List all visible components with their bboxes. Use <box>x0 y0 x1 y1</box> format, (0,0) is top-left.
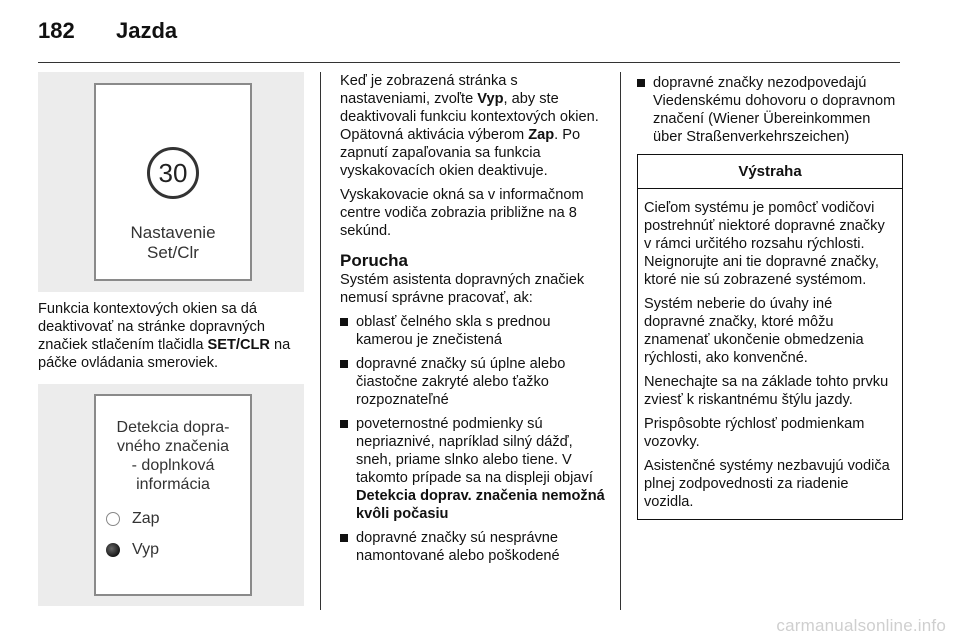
bold-vyp: Vyp <box>477 91 504 107</box>
left-column <box>38 72 306 606</box>
warning-paragraph: Nenechajte sa na základe tohto prvku zviesť k riskantnému štýlu jazdy. <box>644 374 889 408</box>
text: . Po zapnutí zapaľovania sa funkcia vyskakovacích okien deaktivuje. <box>340 127 581 179</box>
menu-title-line2: vného značenia <box>116 438 230 455</box>
column-divider-2 <box>620 72 621 610</box>
text: poveternostné podmienky sú nepriaznivé, napríklad silný dážď, sneh, priame slnko alebo tiene. V takomto prípade sa na displeji objaví <box>356 416 593 486</box>
warning-title: Výstraha <box>638 155 902 189</box>
caption-text-end: na páčke ovládania smeroviek. <box>38 337 291 371</box>
page-number: 182 <box>38 18 75 43</box>
paragraph-settings <box>340 72 608 180</box>
paragraph-popup-duration: Vyskakovacie okná sa v informačnom centre vodiča zobrazia približne na 8 sekúnd. <box>340 187 584 239</box>
option-zap-label: Zap <box>132 510 160 527</box>
caption-text: Funkcia kontextových okien sa dá deaktivovať na stránke dopravných značiek stlačením tlačidla <box>38 301 265 353</box>
menu-title-line3: - doplnková <box>131 457 215 474</box>
warning-paragraph: Systém neberie do úvahy iné dopravné značky, ktoré môžu znamenať ukončenie obmedzenia rýchlosti, ako konvenčné. <box>644 296 864 366</box>
menu-title-line4: informácia <box>136 476 210 493</box>
warning-paragraph: Prispôsobte rýchlosť podmienkam vozovky. <box>644 416 865 450</box>
list-item <box>340 415 608 523</box>
watermark: carmanualsonline.info <box>776 616 946 635</box>
warning-body <box>638 189 902 519</box>
warning-paragraph: Cieľom systému je pomôcť vodičovi postrehnúť niektoré dopravné značky v rámci určitého rozsahu rýchlosti. Neignorujte ani tie dopravné značky, ktoré nie sú zobrazené systémom. <box>644 200 885 288</box>
display-label-line1: Nastavenie <box>130 223 216 242</box>
menu-title <box>96 418 250 494</box>
list-item: dopravné značky sú úplne alebo čiastočne zakryté alebo ťažko rozpoznateľné <box>340 355 608 409</box>
text: Keď je zobrazená stránka s nastaveniami, zvoľte <box>340 73 518 107</box>
option-zap <box>106 510 160 528</box>
page-header <box>38 18 177 48</box>
list-item: dopravné značky nezodpovedajú Viedenskému dohovoru o dopravnom značení (Wiener Übereinkommen über Straßenverkehrszeichen) <box>637 74 903 146</box>
text: , aby ste deaktivovali funkciu kontextových okien. Opätovná aktivácia výberom <box>340 91 599 143</box>
bold-zap: Zap <box>528 127 555 143</box>
figure-caption <box>38 300 306 372</box>
heading-porucha: Porucha <box>340 251 409 270</box>
fault-list-continued <box>637 74 903 146</box>
list-item: oblasť čelného skla s prednou kamerou je znečistená <box>340 313 608 349</box>
option-vyp <box>106 541 159 559</box>
menu-frame <box>94 394 252 596</box>
paragraph-intro: Systém asistenta dopravných značiek nemusí správne pracovať, ak: <box>340 272 585 306</box>
header-divider <box>38 62 900 63</box>
figure-detection-menu <box>38 384 304 606</box>
fault-list <box>340 313 608 565</box>
speed-limit-sign-icon <box>147 147 199 199</box>
display-frame <box>94 83 252 281</box>
display-label-line2: Set/Clr <box>147 243 199 262</box>
radio-selected-icon <box>106 543 120 557</box>
right-column <box>637 72 903 520</box>
caption-button-name: SET/CLR <box>207 337 270 353</box>
middle-column <box>340 72 608 565</box>
column-divider-1 <box>320 72 321 610</box>
list-item: dopravné značky sú nesprávne namontované alebo poškodené <box>340 529 608 565</box>
radio-unselected-icon <box>106 512 120 526</box>
warning-box <box>637 154 903 520</box>
section-title: Jazda <box>116 18 178 43</box>
speed-value: 30 <box>158 157 188 188</box>
bold-message: Detekcia doprav. značenia nemožná kvôli počasiu <box>356 488 605 522</box>
display-label <box>96 223 250 263</box>
figure-settings-screen <box>38 72 304 292</box>
option-vyp-label: Vyp <box>132 541 159 558</box>
menu-title-line1: Detekcia dopra- <box>116 419 230 436</box>
warning-paragraph: Asistenčné systémy nezbavujú vodiča plnej zodpovednosti za riadenie vozidla. <box>644 458 890 510</box>
